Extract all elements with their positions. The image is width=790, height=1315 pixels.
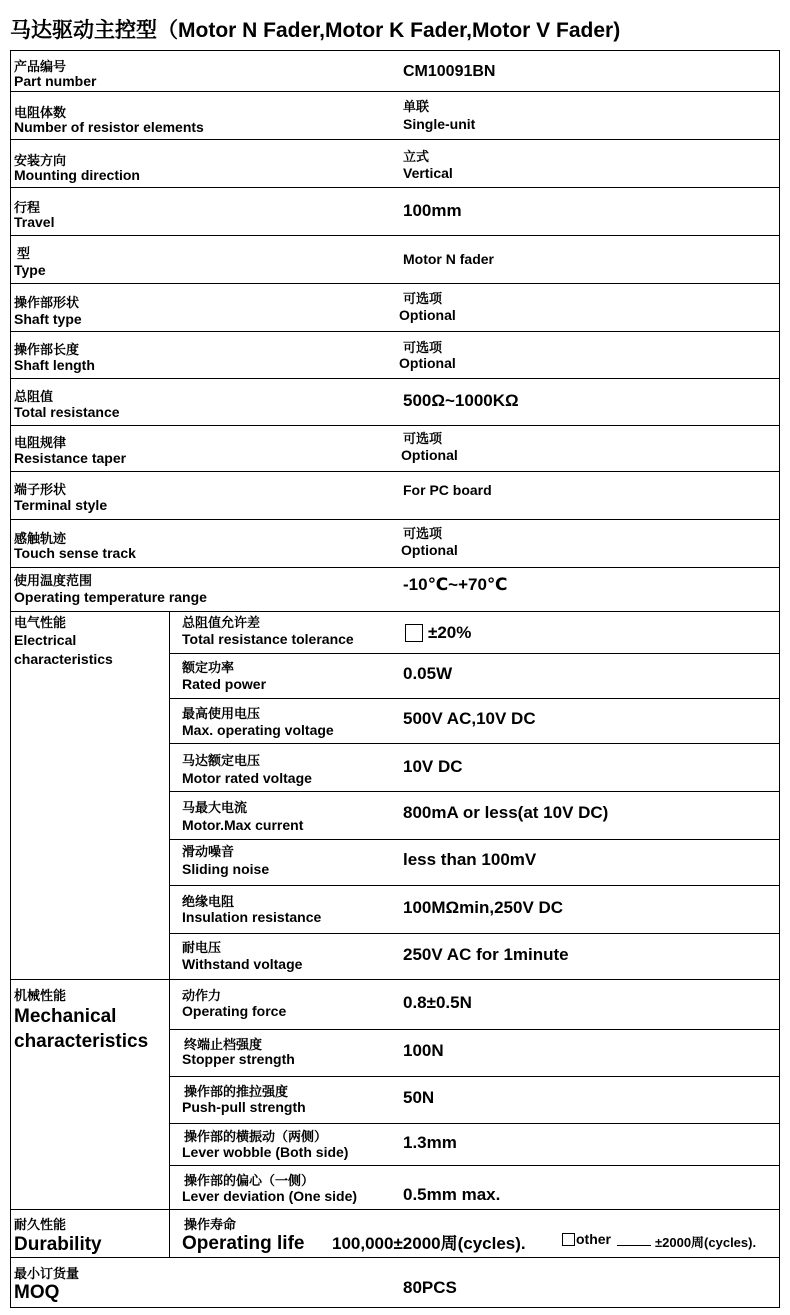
row-divider xyxy=(11,187,779,188)
other-blank-line xyxy=(617,1245,651,1246)
row-divider xyxy=(169,1029,779,1030)
row-value-cn: 可选项 xyxy=(403,340,443,355)
mechanical-item-value: 50N xyxy=(403,1088,435,1107)
electrical-label-en: characteristics xyxy=(14,651,113,667)
row-label-en: Total resistance xyxy=(14,404,120,420)
electrical-item-cn: 额定功率 xyxy=(182,660,235,675)
row-value: Optional xyxy=(401,447,458,463)
electrical-label-en: Electrical xyxy=(14,632,77,648)
row-label-en: Resistance taper xyxy=(14,450,127,466)
row-divider xyxy=(11,471,779,472)
electrical-item-value: 800mA or less(at 10V DC) xyxy=(403,803,609,822)
electrical-item-en: Withstand voltage xyxy=(182,956,303,972)
row-value: CM10091BN xyxy=(403,63,496,80)
mechanical-label-en: Mechanical xyxy=(14,1006,117,1027)
row-value: 100mm xyxy=(403,201,462,220)
row-divider xyxy=(11,283,779,284)
electrical-item-en: Total resistance tolerance xyxy=(182,631,354,647)
row-label-en: Number of resistor elements xyxy=(14,119,204,135)
electrical-item-value: less than 100mV xyxy=(403,850,537,869)
row-value-cn: 单联 xyxy=(403,99,430,114)
row-label-cn: 总阻值 xyxy=(14,389,54,404)
operating-life-label-en: Operating life xyxy=(182,1233,305,1254)
row-value: Optional xyxy=(401,542,458,558)
row-divider xyxy=(11,519,779,520)
row-value: Vertical xyxy=(403,165,453,181)
row-divider xyxy=(11,378,779,379)
mechanical-item-en: Lever deviation (One side) xyxy=(182,1188,358,1204)
row-divider xyxy=(169,839,779,840)
electrical-item-cn: 马最大电流 xyxy=(182,800,248,815)
electrical-item-value: ±20% xyxy=(428,623,472,642)
electrical-item-en: Motor.Max current xyxy=(182,817,304,833)
row-label-cn: 端子形状 xyxy=(14,482,67,497)
row-value: -10℃~+70℃ xyxy=(403,575,508,594)
electrical-item-cn: 耐电压 xyxy=(182,940,222,955)
row-label-en: Terminal style xyxy=(14,497,108,513)
row-divider xyxy=(11,1209,779,1210)
row-label-en: Operating temperature range xyxy=(14,589,207,605)
row-divider xyxy=(169,743,779,744)
row-divider xyxy=(169,885,779,886)
durability-label-cn: 耐久性能 xyxy=(14,1217,67,1232)
mechanical-item-cn: 操作部的横振动（两侧） xyxy=(184,1129,328,1144)
row-value-cn: 立式 xyxy=(403,149,430,164)
row-divider xyxy=(169,1123,779,1124)
other-label: other xyxy=(576,1231,611,1247)
electrical-item-value: 250V AC for 1minute xyxy=(403,945,569,964)
row-label-cn: 型 xyxy=(17,246,31,261)
row-label-en: Mounting direction xyxy=(14,167,140,183)
page-title: 马达驱动主控型（Motor N Fader,Motor K Fader,Motor V Fader) xyxy=(10,19,621,42)
row-label-cn: 操作部长度 xyxy=(14,342,80,357)
row-label-cn: 感触轨迹 xyxy=(14,531,67,546)
electrical-item-value: 500V AC,10V DC xyxy=(403,709,536,728)
electrical-item-en: Insulation resistance xyxy=(182,909,322,925)
mechanical-label-cn: 机械性能 xyxy=(14,988,67,1003)
row-divider xyxy=(169,1076,779,1077)
row-divider xyxy=(11,611,779,612)
mechanical-item-cn: 动作力 xyxy=(182,988,222,1003)
row-value: Optional xyxy=(399,307,456,323)
mechanical-item-cn: 操作部的偏心（一侧） xyxy=(184,1173,315,1188)
electrical-item-cn: 最高使用电压 xyxy=(182,706,261,721)
row-value: For PC board xyxy=(403,482,492,498)
row-divider xyxy=(169,791,779,792)
row-value: Single-unit xyxy=(403,116,476,132)
row-label-cn: 安装方向 xyxy=(14,153,67,168)
row-value-cn: 可选项 xyxy=(403,431,443,446)
row-divider xyxy=(11,979,779,980)
row-label-cn: 电阻规律 xyxy=(14,435,67,450)
mechanical-item-value: 100N xyxy=(403,1041,444,1060)
other-checkbox[interactable] xyxy=(562,1233,575,1246)
column-divider xyxy=(169,611,170,1257)
row-divider xyxy=(11,91,779,92)
electrical-item-en: Sliding noise xyxy=(182,861,270,877)
row-label-cn: 操作部形状 xyxy=(14,295,80,310)
electrical-item-cn: 绝缘电阻 xyxy=(182,894,235,909)
row-label-en: Type xyxy=(14,262,46,278)
row-label-en: Shaft length xyxy=(14,357,95,373)
mechanical-item-value: 0.8±0.5N xyxy=(403,993,472,1012)
electrical-item-en: Rated power xyxy=(182,676,267,692)
row-label-cn: 行程 xyxy=(14,200,41,215)
mechanical-label-en: characteristics xyxy=(14,1031,149,1052)
row-divider xyxy=(169,698,779,699)
row-label-cn: 使用温度范围 xyxy=(14,573,93,588)
row-divider xyxy=(11,425,779,426)
row-divider xyxy=(11,331,779,332)
moq-label-en: MOQ xyxy=(14,1282,60,1303)
mechanical-item-en: Operating force xyxy=(182,1003,287,1019)
electrical-item-en: Motor rated voltage xyxy=(182,770,312,786)
row-divider xyxy=(11,1257,779,1258)
electrical-item-cn: 总阻值允许差 xyxy=(182,615,261,630)
row-value-cn: 可选项 xyxy=(403,526,443,541)
mechanical-item-value: 1.3mm xyxy=(403,1133,457,1152)
mechanical-item-cn: 操作部的推拉强度 xyxy=(184,1084,289,1099)
row-label-en: Shaft type xyxy=(14,311,82,327)
row-label-en: Part number xyxy=(14,73,97,89)
electrical-item-value: 0.05W xyxy=(403,664,453,683)
row-value: Motor N fader xyxy=(403,251,494,267)
tolerance-checkbox[interactable] xyxy=(405,624,423,642)
durability-label-en: Durability xyxy=(14,1234,102,1255)
moq-value: 80PCS xyxy=(403,1278,457,1297)
operating-life-value: 100,000±2000周(cycles). xyxy=(332,1234,526,1253)
electrical-item-cn: 马达额定电压 xyxy=(182,753,261,768)
row-value: Optional xyxy=(399,355,456,371)
mechanical-item-value: 0.5mm max. xyxy=(403,1185,501,1204)
other-value: ±2000周(cycles). xyxy=(655,1235,757,1250)
row-divider xyxy=(11,139,779,140)
operating-life-label-cn: 操作寿命 xyxy=(184,1217,237,1232)
row-label-cn: 产品编号 xyxy=(14,59,67,74)
electrical-item-cn: 滑动噪音 xyxy=(182,844,235,859)
row-value: 500Ω~1000KΩ xyxy=(403,391,519,410)
row-divider xyxy=(169,933,779,934)
row-divider xyxy=(11,567,779,568)
row-divider xyxy=(11,235,779,236)
mechanical-item-cn: 终端止档强度 xyxy=(184,1037,263,1052)
row-label-cn: 电阻体数 xyxy=(14,105,67,120)
mechanical-item-en: Push-pull strength xyxy=(182,1099,306,1115)
electrical-item-value: 100MΩmin,250V DC xyxy=(403,898,564,917)
mechanical-item-en: Stopper strength xyxy=(182,1051,295,1067)
row-label-en: Touch sense track xyxy=(14,545,136,561)
mechanical-item-en: Lever wobble (Both side) xyxy=(182,1144,349,1160)
electrical-item-en: Max. operating voltage xyxy=(182,722,334,738)
row-label-en: Travel xyxy=(14,214,55,230)
electrical-item-value: 10V DC xyxy=(403,757,463,776)
row-divider xyxy=(169,1165,779,1166)
electrical-label-cn: 电气性能 xyxy=(14,615,67,630)
row-value-cn: 可选项 xyxy=(403,291,443,306)
spec-table xyxy=(10,50,780,1308)
moq-label-cn: 最小订货量 xyxy=(14,1266,80,1281)
row-divider xyxy=(169,653,779,654)
